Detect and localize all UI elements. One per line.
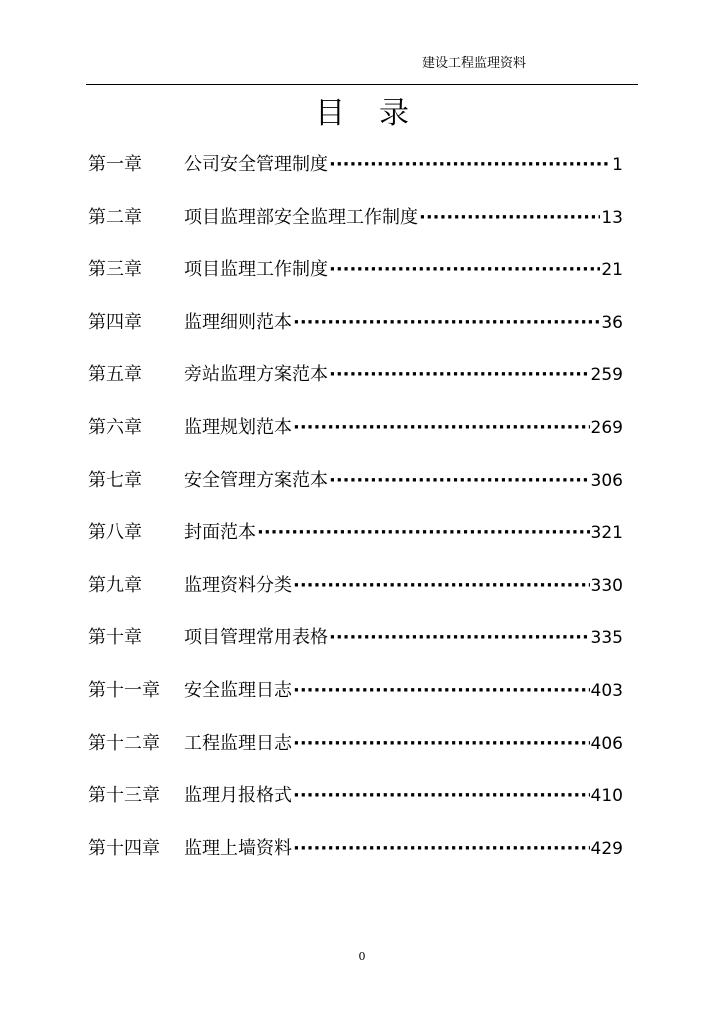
toc-entry[interactable] (88, 357, 623, 410)
toc-page-number: 269 (590, 417, 623, 438)
toc-entry-title: 公司安全管理制度 (184, 154, 328, 175)
toc-entry-title: 旁站监理方案范本 (184, 364, 328, 386)
toc-entry[interactable] (88, 305, 623, 358)
toc-page-number: 335 (590, 628, 623, 649)
toc-entry[interactable] (88, 515, 623, 568)
toc-entry-title: 监理月报格式 (184, 785, 292, 807)
toc-chapter-label: 第一章 (88, 154, 142, 175)
running-header: 建设工程监理资料 (422, 56, 527, 71)
toc-entry[interactable] (88, 568, 623, 621)
toc-page-number: 429 (590, 838, 623, 859)
toc-dot-leader (329, 357, 590, 393)
toc-page-number: 21 (601, 260, 623, 281)
toc-chapter-label: 第十章 (88, 627, 142, 649)
toc-page-number: 410 (590, 786, 623, 807)
toc-entry[interactable] (88, 410, 623, 463)
toc-dot-leader (293, 778, 590, 814)
toc-entry-title: 项目监理部安全监理工作制度 (184, 206, 418, 228)
toc-page-number: 1 (612, 155, 623, 175)
toc-list (88, 147, 623, 883)
toc-dot-leader (293, 726, 590, 762)
toc-page-number: 259 (590, 365, 623, 386)
toc-entry[interactable] (88, 200, 623, 253)
toc-chapter-label: 第四章 (88, 311, 142, 333)
toc-entry-title: 安全管理方案范本 (184, 469, 328, 491)
page-number: 0 (358, 950, 366, 963)
toc-chapter-label: 第九章 (88, 574, 142, 596)
toc-entry-title: 监理资料分类 (184, 574, 292, 596)
toc-dot-leader (293, 673, 590, 709)
toc-chapter-label: 第二章 (88, 206, 142, 228)
toc-entry[interactable] (88, 463, 623, 516)
toc-entry-title: 安全监理日志 (184, 679, 292, 701)
toc-dot-leader (329, 620, 590, 656)
toc-page-number: 36 (601, 312, 623, 333)
toc-entry[interactable] (88, 726, 623, 779)
toc-entry-title: 封面范本 (184, 522, 256, 544)
toc-entry-title: 监理上墙资料 (184, 837, 292, 859)
toc-dot-leader (293, 831, 590, 867)
header-rule (86, 84, 638, 85)
toc-entry-title: 项目监理工作制度 (184, 259, 328, 281)
toc-dot-leader (293, 568, 590, 604)
toc-page-number: 406 (590, 733, 623, 754)
toc-dot-leader (419, 200, 600, 236)
toc-entry[interactable] (88, 620, 623, 673)
toc-entry-title: 项目管理常用表格 (184, 627, 328, 649)
toc-entry[interactable] (88, 147, 623, 200)
toc-dot-leader (329, 147, 611, 183)
toc-dot-leader (329, 463, 590, 499)
toc-page-number: 13 (601, 207, 623, 228)
toc-entry-title: 监理规划范本 (184, 416, 292, 438)
toc-dot-leader (293, 410, 590, 446)
toc-entry[interactable] (88, 778, 623, 831)
toc-page-number: 321 (590, 523, 623, 544)
toc-entry-title: 工程监理日志 (184, 732, 292, 754)
toc-chapter-label: 第十二章 (88, 732, 160, 754)
toc-entry[interactable] (88, 252, 623, 305)
toc-page-number: 330 (590, 575, 623, 596)
toc-entry-title: 监理细则范本 (184, 311, 292, 333)
toc-page-number: 306 (590, 470, 623, 491)
toc-dot-leader (293, 305, 600, 341)
toc-dot-leader (329, 252, 600, 288)
toc-entry[interactable] (88, 673, 623, 726)
toc-title: 目录 (315, 96, 443, 131)
toc-chapter-label: 第五章 (88, 364, 142, 386)
toc-chapter-label: 第十一章 (88, 679, 160, 701)
toc-entry[interactable] (88, 831, 623, 884)
toc-chapter-label: 第十四章 (88, 837, 160, 859)
toc-chapter-label: 第三章 (88, 259, 142, 281)
toc-page-number: 403 (590, 680, 623, 701)
toc-chapter-label: 第八章 (88, 522, 142, 544)
toc-dot-leader (257, 515, 590, 551)
toc-chapter-label: 第七章 (88, 469, 142, 491)
toc-chapter-label: 第十三章 (88, 785, 160, 807)
toc-chapter-label: 第六章 (88, 416, 142, 438)
